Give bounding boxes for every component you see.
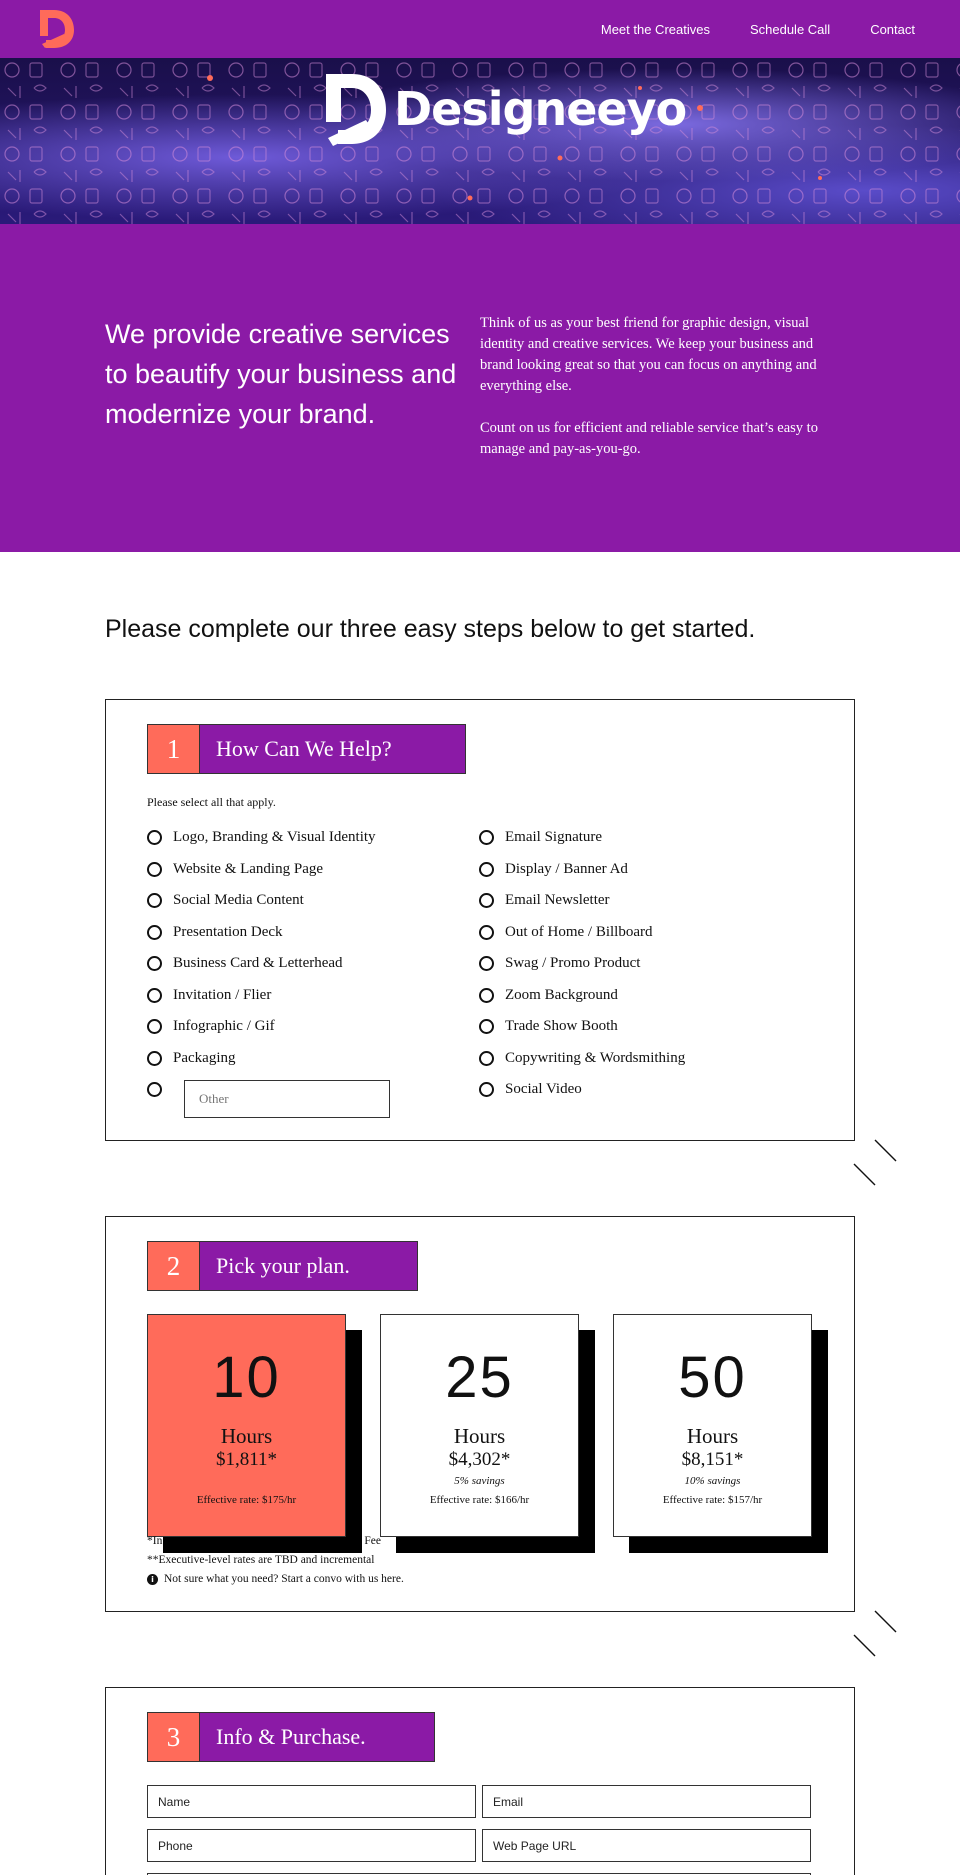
option-label: Packaging [173, 1049, 236, 1066]
info-icon: i [147, 1574, 158, 1585]
service-option[interactable] [479, 948, 685, 980]
service-option[interactable] [479, 854, 685, 886]
plan-card-10-hours[interactable] [147, 1314, 346, 1537]
slash-divider-icon [850, 1138, 900, 1188]
plan-hours-label: Hours [220, 1424, 273, 1448]
option-label: Social Media Content [173, 892, 304, 909]
service-option[interactable] [479, 980, 685, 1012]
step-header [147, 724, 466, 774]
steps-heading: Please complete our three easy steps below to get started. [105, 615, 756, 643]
nav-link-schedule-call[interactable]: Schedule Call [749, 21, 831, 37]
step-title: How Can We Help? [200, 725, 465, 773]
step-title: Pick your plan. [200, 1242, 417, 1290]
nav-link-contact[interactable]: Contact [870, 21, 915, 37]
radio-button[interactable] [479, 893, 494, 908]
option-label: Trade Show Booth [505, 1018, 618, 1035]
service-option[interactable] [479, 885, 685, 917]
step-title: Info & Purchase. [200, 1713, 434, 1761]
nav-link-meet-the-creatives[interactable]: Meet the Creatives [600, 21, 710, 37]
top-nav [0, 0, 960, 58]
service-option[interactable] [147, 917, 390, 949]
other-input[interactable] [184, 1080, 390, 1118]
fine-print-fee [147, 1535, 381, 1547]
service-option[interactable] [147, 885, 390, 917]
plan-rate: Effective rate: $175/hr [196, 1494, 297, 1506]
option-label: Display / Banner Ad [505, 860, 628, 877]
start-convo-link[interactable]: Not sure what you need? Start a convo with us here. [164, 1573, 404, 1585]
service-option[interactable] [147, 822, 390, 854]
service-option[interactable] [479, 822, 685, 854]
plan-price: $8,151* [681, 1449, 744, 1470]
radio-button[interactable] [479, 1019, 494, 1034]
plan-card-body[interactable] [147, 1314, 346, 1537]
phone-field[interactable] [147, 1829, 476, 1862]
step-header [147, 1712, 435, 1762]
name-field[interactable] [147, 1785, 476, 1818]
service-option[interactable] [147, 980, 390, 1012]
plan-price: $4,302* [448, 1449, 511, 1470]
other-option[interactable] [147, 1074, 390, 1106]
radio-button[interactable] [147, 1051, 162, 1066]
radio-button[interactable] [479, 830, 494, 845]
intro-text [480, 313, 820, 460]
plan-card-body[interactable] [613, 1314, 812, 1537]
designeeyo-banner-logo-icon [314, 68, 394, 152]
fine-print-executive: **Executive-level rates are TBD and incremental [147, 1554, 375, 1566]
email-field[interactable] [482, 1785, 811, 1818]
web-page-url-field[interactable] [482, 1829, 811, 1862]
radio-button[interactable] [147, 1082, 162, 1097]
plan-hours: 10 [212, 1345, 281, 1410]
option-label: Presentation Deck [173, 923, 283, 940]
option-label: Invitation / Flier [173, 986, 272, 1003]
radio-button[interactable] [147, 862, 162, 877]
plan-card-25-hours[interactable] [380, 1314, 579, 1537]
radio-button[interactable] [479, 988, 494, 1003]
plan-card-50-hours[interactable] [613, 1314, 812, 1537]
banner-brand-name: Designeeyo [394, 82, 687, 136]
radio-button[interactable] [147, 1019, 162, 1034]
service-option[interactable] [479, 1043, 685, 1075]
start-convo-note[interactable] [147, 1573, 404, 1585]
services-column-right [479, 822, 685, 1106]
intro-paragraph: Think of us as your best friend for graphic design, visual identity and creative services. We keep your business and brand looking great so that you can focus on anything and everything else. [480, 315, 817, 394]
plan-savings: 10% savings [684, 1475, 741, 1487]
plan-rate: Effective rate: $157/hr [662, 1494, 763, 1506]
option-label: Swag / Promo Product [505, 955, 641, 972]
service-option[interactable] [479, 1011, 685, 1043]
option-label: Out of Home / Billboard [505, 923, 653, 940]
plan-hours: 25 [445, 1345, 514, 1410]
option-label: Website & Landing Page [173, 860, 324, 877]
plan-card-body[interactable] [380, 1314, 579, 1537]
intro-section [0, 224, 960, 552]
designeeyo-logo-icon[interactable] [34, 6, 78, 52]
radio-button[interactable] [147, 956, 162, 971]
radio-button[interactable] [479, 1082, 494, 1097]
step-2-section [105, 1216, 855, 1612]
radio-button[interactable] [479, 1051, 494, 1066]
option-label: Infographic / Gif [173, 1018, 275, 1035]
option-label: Logo, Branding & Visual Identity [173, 829, 376, 846]
plan-price: $1,811* [215, 1449, 278, 1470]
service-option[interactable] [147, 1011, 390, 1043]
option-label: Business Card & Letterhead [173, 955, 343, 972]
service-option[interactable] [479, 917, 685, 949]
step-number: 1 [148, 725, 200, 773]
option-label: Copywriting & Wordsmithing [505, 1049, 686, 1066]
step-header [147, 1241, 418, 1291]
option-label: Email Signature [505, 829, 603, 846]
plan-savings: 5% savings [454, 1475, 505, 1487]
radio-button[interactable] [147, 830, 162, 845]
services-column-left [147, 822, 390, 1106]
select-hint: Please select all that apply. [147, 795, 276, 809]
plan-hours-label: Hours [686, 1424, 739, 1448]
option-label: Email Newsletter [505, 892, 610, 909]
option-label: Zoom Background [505, 986, 618, 1003]
radio-button[interactable] [147, 893, 162, 908]
intro-paragraph: Count on us for efficient and reliable service that’s easy to manage and pay-as-you-go. [480, 420, 818, 457]
slash-divider-icon [850, 1609, 900, 1659]
step-number: 3 [148, 1713, 200, 1761]
service-option[interactable] [147, 948, 390, 980]
radio-button[interactable] [479, 925, 494, 940]
hero-banner [0, 58, 960, 224]
fine-print-end: Fee [364, 1535, 381, 1547]
radio-button[interactable] [479, 862, 494, 877]
service-option[interactable] [479, 1074, 685, 1106]
intro-heading: We provide creative services to beautify your business and modernize your brand. [105, 319, 457, 429]
plan-savings [148, 1472, 345, 1490]
plan-hours-label: Hours [453, 1424, 506, 1448]
radio-button[interactable] [479, 956, 494, 971]
option-label: Social Video [505, 1081, 582, 1098]
step-3-section [105, 1687, 855, 1875]
radio-button[interactable] [147, 925, 162, 940]
service-option[interactable] [147, 854, 390, 886]
plan-rate: Effective rate: $166/hr [429, 1494, 530, 1506]
step-number: 2 [148, 1242, 200, 1290]
plan-hours: 50 [678, 1345, 747, 1410]
step-1-section [105, 699, 855, 1141]
service-option[interactable] [147, 1043, 390, 1075]
radio-button[interactable] [147, 988, 162, 1003]
fine-print-start: *In [147, 1535, 163, 1547]
